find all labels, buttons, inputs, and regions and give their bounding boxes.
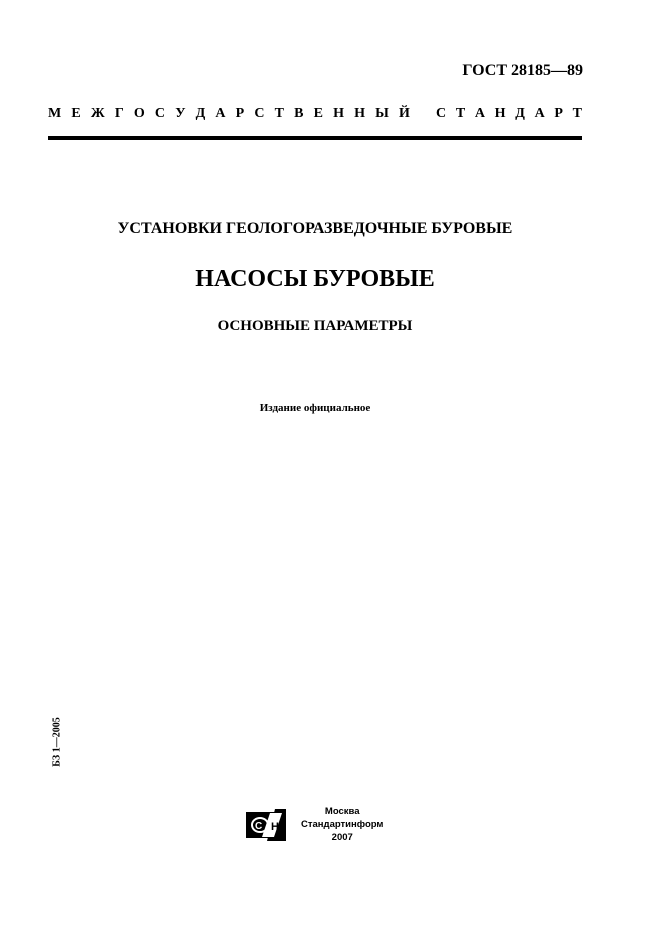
banner-word-standard <box>436 106 582 122</box>
banner-letter: М <box>48 106 62 121</box>
banner-letter: О <box>133 106 145 121</box>
banner-letter: Ж <box>90 106 105 121</box>
document-code: ГОСТ 28185—89 <box>462 62 583 79</box>
banner-letter: Р <box>554 106 563 121</box>
banner-letter: Г <box>114 106 124 121</box>
banner-letter: А <box>474 106 485 121</box>
document-params-title: ОСНОВНЫЕ ПАРАМЕТРЫ <box>217 318 413 334</box>
banner-letter: Д <box>195 106 206 121</box>
banner-letter: Ы <box>375 106 389 121</box>
banner-letter: А <box>215 106 226 121</box>
document-title: УСТАНОВКИ ГЕОЛОГОРАЗВЕДОЧНЫЕ БУРОВЫЕ <box>117 220 513 237</box>
banner-letter: Н <box>333 106 344 121</box>
publisher-city: Москва <box>324 806 360 817</box>
document-subtitle: НАСОСЫ БУРОВЫЕ <box>195 266 435 292</box>
banner-letter: Т <box>455 106 466 121</box>
banner-letter: А <box>534 106 545 121</box>
banner-letter: С <box>154 106 166 121</box>
banner-letter: Т <box>572 106 582 121</box>
banner-letter: Е <box>71 106 81 121</box>
banner-letter: У <box>175 106 186 121</box>
publisher-name: Стандартинформ <box>301 819 384 830</box>
banner-letter: Т <box>274 106 284 121</box>
banner-letter: В <box>294 106 304 121</box>
banner-letter: Н <box>354 106 365 121</box>
interstate-standard-banner <box>48 106 582 122</box>
publisher-text <box>301 805 383 844</box>
edition-note: Издание официальное <box>259 402 371 414</box>
banner-letter: Й <box>399 106 410 121</box>
banner-letter: С <box>436 106 447 121</box>
header-rule <box>48 136 582 140</box>
banner-word-interstate <box>48 106 410 122</box>
banner-letter: Р <box>235 106 245 121</box>
standartinform-logo-icon <box>245 809 287 841</box>
svg-text:С: С <box>255 820 263 832</box>
publisher-block <box>245 805 383 844</box>
banner-letter: С <box>254 106 265 121</box>
side-code: БЗ 1—2005 <box>51 717 63 767</box>
banner-letter: Д <box>515 106 525 121</box>
svg-text:Н: Н <box>271 820 279 833</box>
publisher-year: 2007 <box>331 832 353 843</box>
banner-letter: Н <box>494 106 506 121</box>
banner-letter: Е <box>313 106 323 121</box>
